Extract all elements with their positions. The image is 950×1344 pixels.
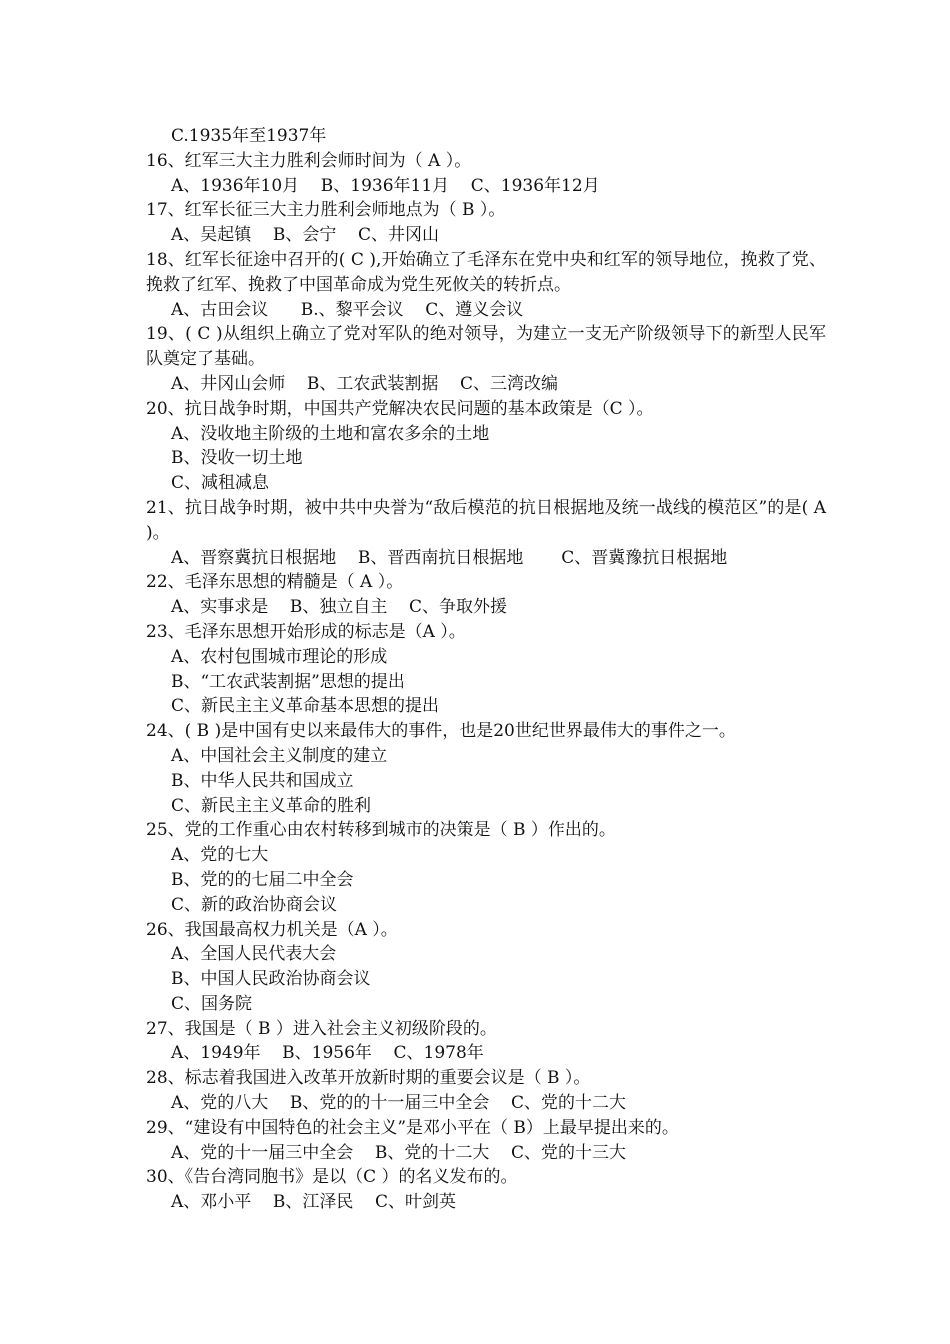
- answer-options: A、农村包围城市理论的形成: [171, 646, 388, 667]
- answer-options: C、减租减息: [171, 473, 270, 494]
- answer-options: A、井冈山会师 B、工农武装割据 C、三湾改编: [171, 373, 559, 394]
- answer-options: B、中华人民共和国成立: [171, 770, 354, 791]
- question-text: 28、标志着我国进入改革开放新时期的重要会议是（ B ）。: [146, 1068, 591, 1089]
- question-text: 25、党的工作重心由农村转移到城市的决策是（ B ）作出的。: [146, 820, 616, 841]
- question-text: 23、毛泽东思想开始形成的标志是（A ）。: [146, 621, 466, 642]
- answer-options: A、1936年10月 B、1936年11月 C、1936年12月: [171, 175, 600, 196]
- answer-options: C.1935年至1937年: [171, 126, 327, 146]
- question-text: 30、《告台湾同胞书》是以（C ）的名义发布的。: [146, 1167, 518, 1188]
- answer-options: A、古田会议 B.、黎平会议 C、遵义会议: [171, 299, 524, 320]
- answer-options: C、新民主主义革命基本思想的提出: [171, 696, 440, 717]
- question-text: 24、( B )是中国有史以来最伟大的事件，也是20世纪世界最伟大的事件之一。: [146, 721, 736, 742]
- answer-options: B、中国人民政治协商会议: [171, 969, 371, 990]
- answer-options: A、没收地主阶级的土地和富农多余的土地: [171, 423, 490, 444]
- answer-options: A、全国人民代表大会: [171, 944, 337, 965]
- question-text: 26、我国最高权力机关是（A ）。: [146, 919, 398, 940]
- question-text: 16、红军三大主力胜利会师时间为（ A ）。: [146, 150, 472, 171]
- answer-options: A、中国社会主义制度的建立: [171, 745, 388, 766]
- document-page: [146, 124, 826, 1215]
- answer-options: A、吴起镇 B、会宁 C、井冈山: [171, 225, 440, 246]
- question-text: 21、抗日战争时期，被中共中央誉为“敌后模范的抗日根据地及统一战线的模范区”的是( A )。: [146, 497, 826, 543]
- answer-options: A、党的七大: [171, 845, 269, 866]
- answer-options: A、邓小平 B、江泽民 C、叶剑英: [171, 1192, 457, 1213]
- answer-options: A、党的十一届三中全会 B、党的十二大 C、党的十三大: [171, 1142, 627, 1163]
- answer-options: B、党的的七届二中全会: [171, 869, 354, 890]
- question-text: 18、红军长征途中召开的( C ),开始确立了毛泽东在党中央和红军的领导地位，挽救了党、挽救了红军、挽救了中国革命成为党生死攸关的转折点。: [146, 249, 826, 295]
- question-text: 20、抗日战争时期，中国共产党解决农民问题的基本政策是（C ）。: [146, 398, 654, 419]
- question-text: 17、红军长征三大主力胜利会师地点为（ B ）。: [146, 200, 506, 221]
- answer-options: C、新的政治协商会议: [171, 894, 338, 915]
- question-text: 19、( C )从组织上确立了党对军队的绝对领导，为建立一支无产阶级领导下的新型人民军队奠定了基础。: [146, 324, 826, 370]
- question-text: 22、毛泽东思想的精髓是（ A ）。: [146, 572, 404, 593]
- answer-options: A、晋察冀抗日根据地 B、晋西南抗日根据地 C、晋冀豫抗日根据地: [171, 547, 728, 568]
- answer-options: A、实事求是 B、独立自主 C、争取外援: [171, 597, 508, 618]
- question-text: 29、“建设有中国特色的社会主义”是邓小平在（ B）上最早提出来的。: [146, 1117, 679, 1138]
- answer-options: A、党的八大 B、党的的十一届三中全会 C、党的十二大: [171, 1093, 627, 1114]
- question-text: 27、我国是（ B ）进入社会主义初级阶段的。: [146, 1018, 497, 1039]
- answer-options: C、新民主主义革命的胜利: [171, 795, 372, 816]
- answer-options: C、国务院: [171, 993, 253, 1014]
- answer-options: A、1949年 B、1956年 C、1978年: [171, 1043, 484, 1064]
- answer-options: B、“工农武装割据”思想的提出: [171, 671, 405, 692]
- answer-options: B、没收一切土地: [171, 448, 303, 469]
